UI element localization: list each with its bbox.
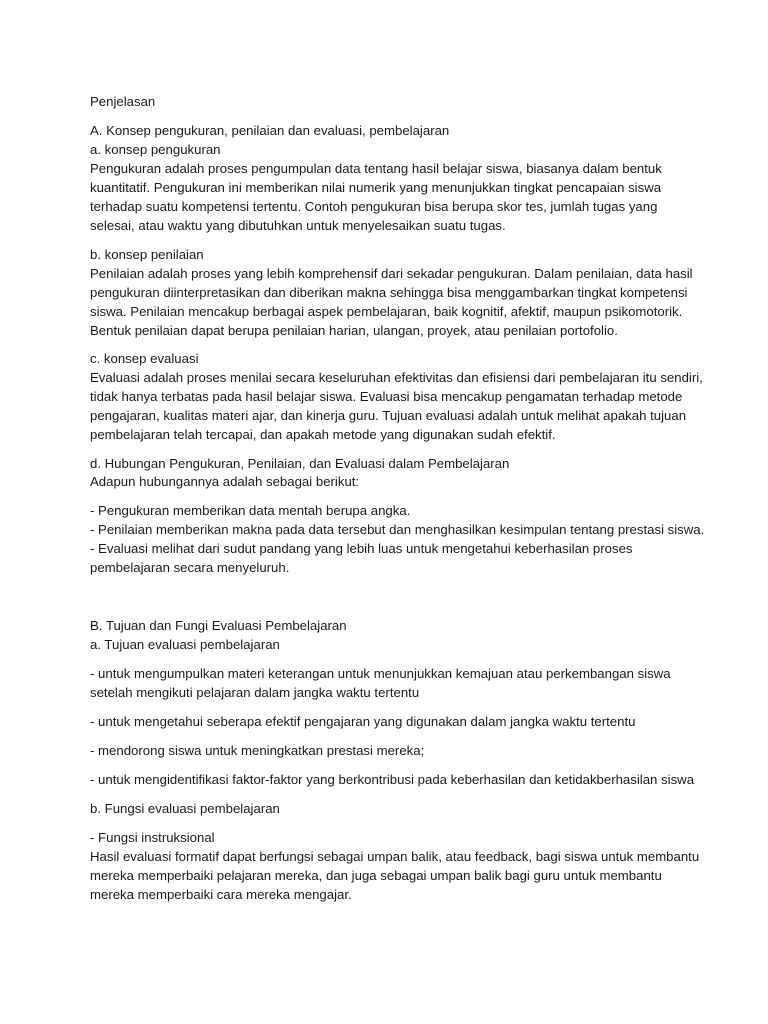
paragraph-line: selesai, atau waktu yang dibutuhkan untuk menyelesaikan suatu tugas. bbox=[90, 218, 506, 233]
paragraph-line: siswa. Penilaian mencakup berbagai aspek pembelajaran, baik kognitif, afektif, maupun psikomotorik. bbox=[90, 304, 683, 319]
list-item: - untuk mengidentifikasi faktor-faktor yang berkontribusi pada keberhasilan dan ketidakberhasilan siswa bbox=[90, 772, 695, 787]
paragraph-line: Adapun hubungannya adalah sebagai berikut: bbox=[90, 474, 360, 489]
list-item: - Fungsi instruksional bbox=[90, 830, 215, 845]
section-heading-a: A. Konsep pengukuran, penilaian dan evaluasi, pembelajaran bbox=[90, 123, 450, 138]
list-item: - Pengukuran memberikan data mentah berupa angka. bbox=[90, 503, 411, 518]
list-item-continuation: pembelajaran secara menyeluruh. bbox=[90, 560, 290, 575]
subheading-tujuan: a. Tujuan evaluasi pembelajaran bbox=[90, 637, 280, 652]
subheading-evaluasi: c. konsep evaluasi bbox=[90, 351, 199, 366]
paragraph-line: terhadap suatu kompetensi tertentu. Contoh pengukuran bisa berupa skor tes, jumlah tugas yang bbox=[90, 199, 658, 214]
list-item: - untuk mengumpulkan materi keterangan untuk menunjukkan kemajuan atau perkembangan siswa bbox=[90, 666, 671, 681]
subheading-hubungan: d. Hubungan Pengukuran, Penilaian, dan Evaluasi dalam Pembelajaran bbox=[90, 456, 510, 471]
list-item: - mendorong siswa untuk meningkatkan prestasi mereka; bbox=[90, 743, 425, 758]
paragraph-line: Hasil evaluasi formatif dapat berfungsi sebagai umpan balik, atau feedback, bagi siswa untuk membantu bbox=[90, 849, 700, 864]
paragraph-line: kuantitatif. Pengukuran ini memberikan nilai numerik yang menunjukkan tingkat pencapaian siswa bbox=[90, 180, 662, 195]
paragraph-line: pengukuran diinterpretasikan dan diberikan makna sehingga bisa menggambarkan tingkat kompetensi bbox=[90, 285, 688, 300]
document-heading: Penjelasan bbox=[90, 94, 156, 109]
paragraph-line: tidak hanya terbatas pada hasil belajar siswa. Evaluasi bisa mencakup pengamatan terhadap metode bbox=[90, 389, 683, 404]
paragraph-line: mereka memperbaiki cara mereka mengajar. bbox=[90, 887, 352, 902]
subheading-pengukuran: a. konsep pengukuran bbox=[90, 142, 221, 157]
section-heading-b: B. Tujuan dan Fungi Evaluasi Pembelajaran bbox=[90, 618, 347, 633]
paragraph-line: mereka memperbaiki pelajaran mereka, dan juga sebagai umpan balik bagi guru untuk membantu bbox=[90, 868, 662, 883]
paragraph-line: Pengukuran adalah proses pengumpulan data tentang hasil belajar siswa, biasanya dalam bentuk bbox=[90, 161, 662, 176]
paragraph-line: Evaluasi adalah proses menilai secara keseluruhan efektivitas dan efisiensi dari pembelajaran itu sendiri, bbox=[90, 370, 703, 385]
subheading-fungsi: b. Fungsi evaluasi pembelajaran bbox=[90, 801, 280, 816]
paragraph-line: Bentuk penilaian dapat berupa penilaian harian, ulangan, proyek, atau penilaian portofolio. bbox=[90, 323, 618, 338]
paragraph-line: Penilaian adalah proses yang lebih komprehensif dari sekadar pengukuran. Dalam penilaian, data hasil bbox=[90, 266, 693, 281]
list-item-continuation: setelah mengikuti pelajaran dalam jangka waktu tertentu bbox=[90, 685, 420, 700]
list-item: - Penilaian memberikan makna pada data tersebut dan menghasilkan kesimpulan tentang prestasi siswa. bbox=[90, 522, 705, 537]
list-item: - Evaluasi melihat dari sudut pandang yang lebih luas untuk mengetahui keberhasilan proses bbox=[90, 541, 633, 556]
paragraph-line: pembelajaran telah tercapai, dan apakah metode yang digunakan sudah efektif. bbox=[90, 427, 556, 442]
paragraph-line: pengajaran, kualitas materi ajar, dan kinerja guru. Tujuan evaluasi adalah untuk melihat apakah tujuan bbox=[90, 408, 687, 423]
subheading-penilaian: b. konsep penilaian bbox=[90, 247, 204, 262]
list-item: - untuk mengetahui seberapa efektif pengajaran yang digunakan dalam jangka waktu tertentu bbox=[90, 714, 636, 729]
